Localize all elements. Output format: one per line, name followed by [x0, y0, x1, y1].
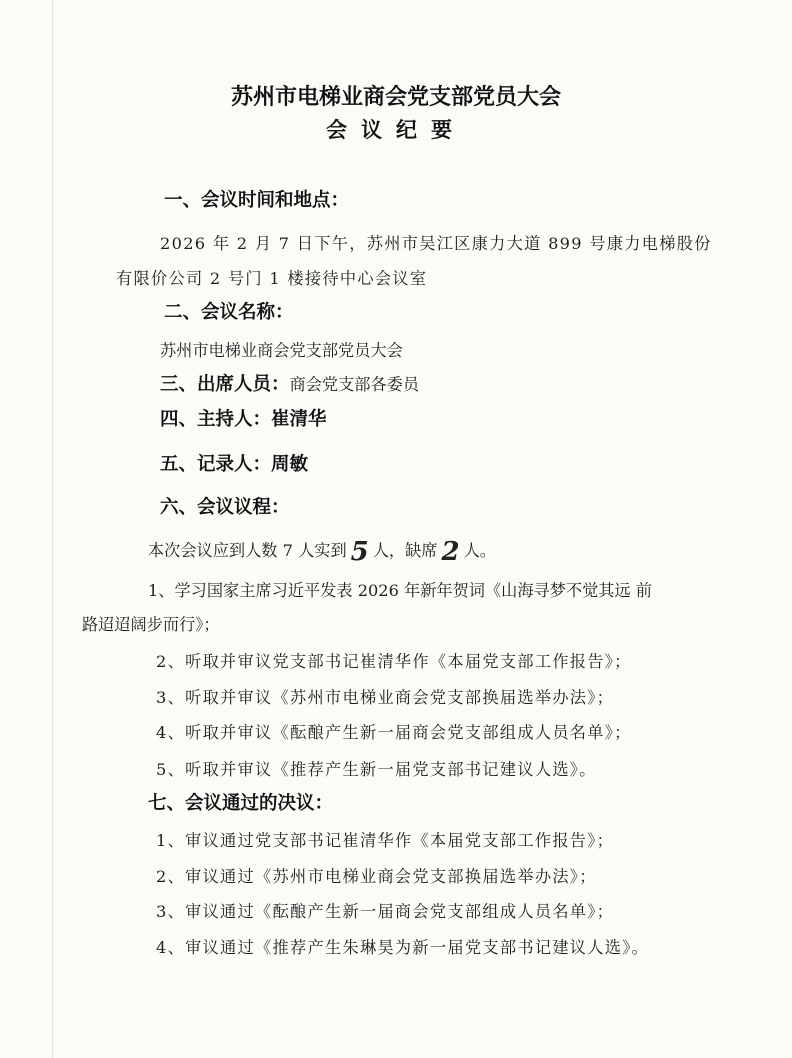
section-3-heading: 三、出席人员：	[160, 374, 290, 395]
resolution-item-2: 2、审议通过《苏州市电梯业商会党支部换届选举办法》；	[156, 867, 597, 886]
agenda-item-2: 2、听取并审议党支部书记崔清华作《本届党支部工作报告》；	[156, 652, 632, 671]
page-fold-line	[52, 0, 53, 1058]
agenda-item-4: 4、听取并审议《酝酿产生新一届商会党支部组成人员名单》；	[156, 723, 632, 742]
section-4-heading: 四、主持人：崔清华	[160, 409, 327, 430]
section-5-heading: 五、记录人：周敏	[160, 454, 309, 475]
attendance-text-post: 人。	[463, 541, 496, 560]
attendance-text-pre: 本次会议应到人数 7 人实到	[148, 541, 347, 560]
agenda-item-1-line2: 路迢迢阔步而行》；	[82, 615, 220, 634]
handwritten-present-count: 5	[350, 537, 369, 567]
agenda-item-1-line1: 1、学习国家主席习近平发表 2026 年新年贺词《山海寻梦不觉其远 前	[148, 581, 652, 600]
section-3-row	[160, 374, 419, 396]
document-subtitle: 会议纪要	[326, 118, 466, 142]
agenda-item-5: 5、听取并审议《推荐产生新一届党支部书记建议人选》。	[156, 760, 597, 779]
section-2-text: 苏州市电梯业商会党支部党员大会	[160, 341, 403, 360]
attendance-text-mid: 人，缺席	[372, 541, 438, 560]
agenda-item-3: 3、听取并审议《苏州市电梯业商会党支部换届选举办法》；	[156, 688, 615, 707]
section-7-heading: 七、会议通过的决议：	[148, 793, 334, 814]
section-2-heading: 二、会议名称：	[164, 302, 294, 323]
section-6-heading: 六、会议议程：	[160, 497, 290, 518]
section-1-text-line2: 有限价公司 2 号门 1 楼接待中心会议室	[116, 269, 428, 288]
document-title: 苏州市电梯业商会党支部党员大会	[230, 85, 561, 110]
handwritten-absent-count: 2	[441, 537, 460, 567]
resolution-item-3: 3、审议通过《酝酿产生新一届商会党支部组成人员名单》；	[156, 902, 615, 921]
section-1-text-line1: 2026 年 2 月 7 日下午，苏州市吴江区康力大道 899 号康力电梯股份	[160, 234, 712, 253]
section-1-heading: 一、会议时间和地点：	[164, 190, 350, 211]
attendance-line	[148, 537, 496, 567]
resolution-item-1: 1、审议通过党支部书记崔清华作《本届党支部工作报告》；	[156, 831, 615, 850]
section-3-text: 商会党支部各委员	[289, 375, 420, 394]
resolution-item-4: 4、审议通过《推荐产生朱琳昊为新一届党支部书记建议人选》。	[156, 938, 650, 957]
